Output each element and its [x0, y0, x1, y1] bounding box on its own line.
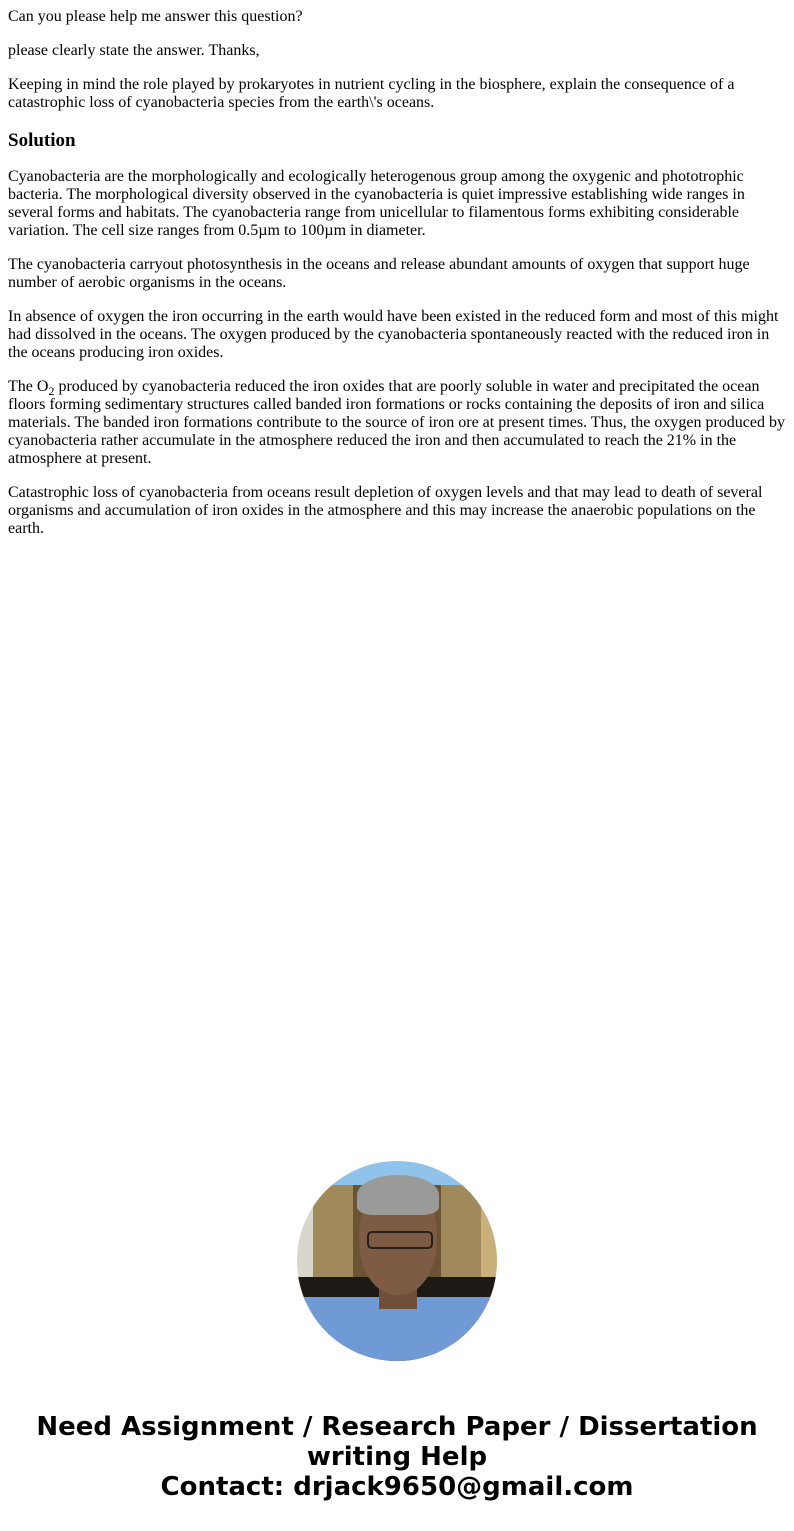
solution-paragraph: [8, 378, 786, 468]
contact-email: Contact: drjack9650@gmail.com: [160, 1472, 634, 1502]
solution-paragraph: Cyanobacteria are the morphologically and ecologically heterogenous group among the oxygenic and phototrophic bacteria. The morphological diversity observed in the cyanobacteria is quiet impressive establishing wide ranges in several forms and habitats. The cyanobacteria range from unicellular to filamentous forms exhibiting considerable variation. The cell size ranges from 0.5µm to 100µm in diameter.: [8, 168, 745, 239]
subscript: 2: [48, 384, 55, 398]
solution-paragraph: Catastrophic loss of cyanobacteria from oceans result depletion of oxygen levels and that may lead to death of several organisms and accumulation of iron oxides in the atmosphere and this may increase the anaerobic populations on the earth.: [8, 484, 763, 537]
author-photo: [297, 1161, 497, 1361]
banner-line: writing Help: [306, 1442, 488, 1472]
question-text: Keeping in mind the role played by prokaryotes in nutrient cycling in the biosphere, explain the consequence of a catastrophic loss of cyanobacteria species from the earth\'s oceans.: [8, 76, 735, 111]
solution-heading: Solution: [8, 130, 76, 151]
solution-paragraph: The cyanobacteria carryout photosynthesis in the oceans and release abundant amounts of oxygen that support huge number of aerobic organisms in the oceans.: [8, 256, 750, 291]
question-request: please clearly state the answer. Thanks,: [8, 42, 260, 59]
banner-line: Need Assignment / Research Paper / Dissertation: [36, 1412, 758, 1442]
text: produced by cyanobacteria reduced the iron oxides that are poorly soluble in water and precipitated the ocean floors forming sedimentary structures called banded iron formations or rocks containing the deposits of iron and silica materials. The banded iron formations contribute to the source of iron ore at present times. Thus, the oxygen produced by cyanobacteria rather accumulate in the atmosphere reduced the iron and then accumulated to reach the 21% in the atmosphere at present.: [8, 378, 785, 467]
text: The O: [8, 378, 49, 395]
document-body: [0, 8, 794, 538]
solution-paragraph: In absence of oxygen the iron occurring in the earth would have been existed in the reduced form and most of this might had dissolved in the oceans. The oxygen produced by the cyanobacteria spontaneously reacted with the reduced iron in the oceans producing iron oxides.: [8, 308, 779, 361]
contact-banner: [0, 1412, 794, 1502]
question-intro: Can you please help me answer this question?: [8, 8, 303, 25]
